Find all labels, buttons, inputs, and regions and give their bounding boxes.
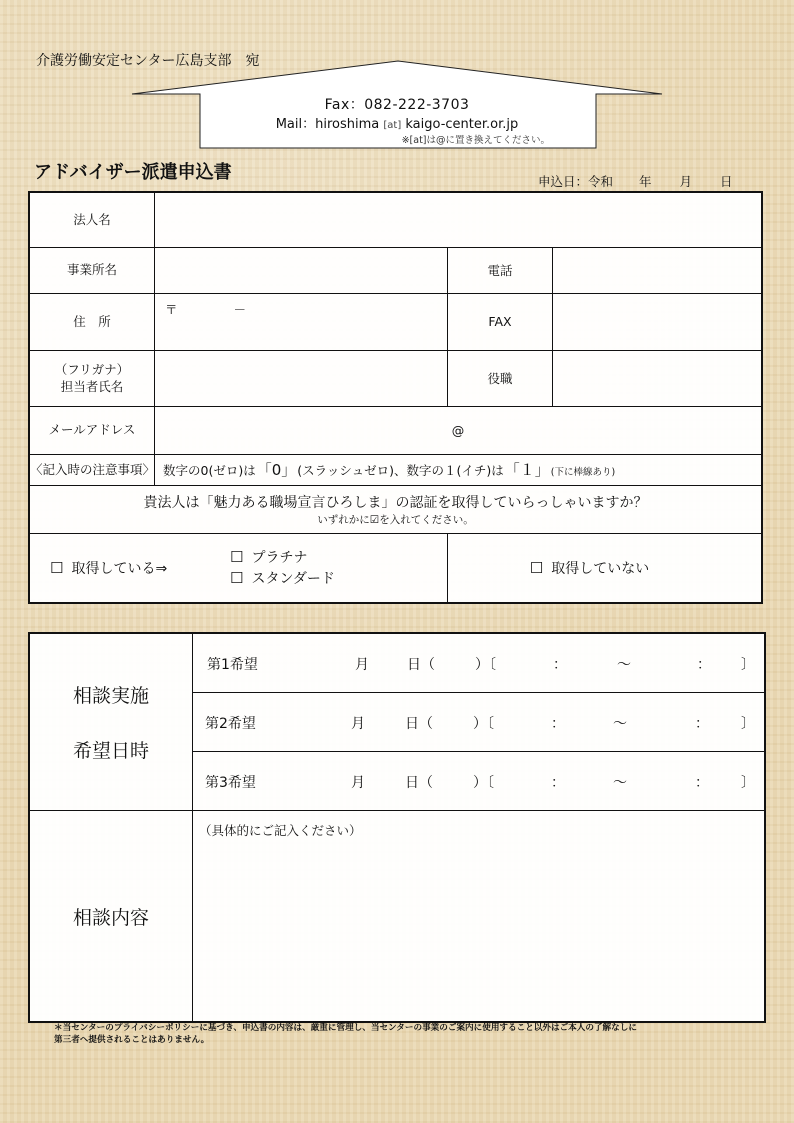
preference-row-1[interactable]: 第1希望 月 日（ ）〔 ： ～ ： 〕 [193, 633, 766, 693]
not-acquired-checkbox[interactable]: ☐ [529, 558, 544, 577]
at-note: ※[at]は@に置き換えてください。 [401, 135, 550, 146]
not-acquired-option[interactable] [529, 558, 650, 577]
fax-label: FAX [448, 293, 553, 350]
tel-label: 電話 [448, 247, 553, 293]
standard-checkbox[interactable]: ☐ [230, 568, 244, 587]
position-field[interactable] [553, 350, 763, 406]
email-field[interactable] [155, 406, 763, 454]
standard-label: スタンダード [251, 570, 335, 587]
preference-row-3[interactable]: 第3希望 月 日（ ）〔 ： ～ ： 〕 [193, 752, 766, 811]
content-hint: （具体的にご記入ください） [199, 823, 362, 838]
acquired-option[interactable] [50, 558, 230, 578]
postal-dash: － [233, 301, 247, 317]
content-label: 相談内容 [29, 811, 193, 1023]
datetime-label: 相談実施 希望日時 [29, 633, 193, 811]
certification-question: 貴法人は「魅力ある職場宣言ひろしま」の認証を取得していらっしゃいますか？ いずれかに☑を入れてください。 [29, 485, 762, 533]
privacy-notice: ＊当センターのプライバシーポリシーに基づき、申込書の内容は、厳重に管理し、当センターの事業のご案内に使用すること以外はご本人の了解なしに 第三者へ提供されることはありません。 [54, 1023, 637, 1046]
address-label: 住 所 [29, 293, 155, 350]
acquired-label: 取得している⇒ [71, 560, 168, 577]
applicant-info-table [28, 191, 763, 604]
email-label: メールアドレス [29, 406, 155, 454]
notes-text: 数字の0(ゼロ)は「0」(スラッシュゼロ)、数字の１(イチ)は「１」(下に棒線あり) [155, 454, 763, 485]
platinum-label: プラチナ [251, 549, 308, 566]
office-name-field[interactable] [155, 247, 448, 293]
document-title: アドバイザー派遣申込書 [34, 162, 232, 183]
consultation-table [28, 632, 766, 1023]
person-name-field[interactable] [155, 350, 448, 406]
standard-option[interactable] [230, 568, 335, 589]
addressee: 介護労働安定センター広島支部 宛 [36, 53, 260, 69]
fax-field[interactable] [553, 293, 763, 350]
person-name-label: （フリガナ） 担当者氏名 [29, 350, 155, 406]
corp-name-field[interactable] [155, 192, 763, 247]
not-acquired-cell [448, 533, 763, 603]
at-sign: @ [451, 422, 465, 438]
preference-row-2[interactable]: 第2希望 月 日（ ）〔 ： ～ ： 〕 [193, 693, 766, 752]
not-acquired-label: 取得していない [551, 560, 650, 577]
notes-label: 〈記入時の注意事項〉 [29, 454, 155, 485]
tel-field[interactable] [553, 247, 763, 293]
address-field[interactable] [155, 293, 448, 350]
mail-address: Mail：hiroshima [at] kaigo-center.or.jp [275, 117, 519, 132]
position-label: 役職 [448, 350, 553, 406]
platinum-option[interactable] [230, 547, 335, 568]
postal-mark: 〒 [165, 301, 178, 317]
apply-date: 申込日：令和 年 月 日 [538, 174, 733, 189]
acquired-cell [29, 533, 448, 603]
platinum-checkbox[interactable]: ☐ [230, 547, 244, 566]
fax-number: Fax：082-222-3703 [324, 97, 470, 113]
acquired-checkbox[interactable]: ☐ [50, 558, 64, 577]
corp-name-label: 法人名 [29, 192, 155, 247]
office-name-label: 事業所名 [29, 247, 155, 293]
content-field[interactable] [193, 811, 766, 1023]
